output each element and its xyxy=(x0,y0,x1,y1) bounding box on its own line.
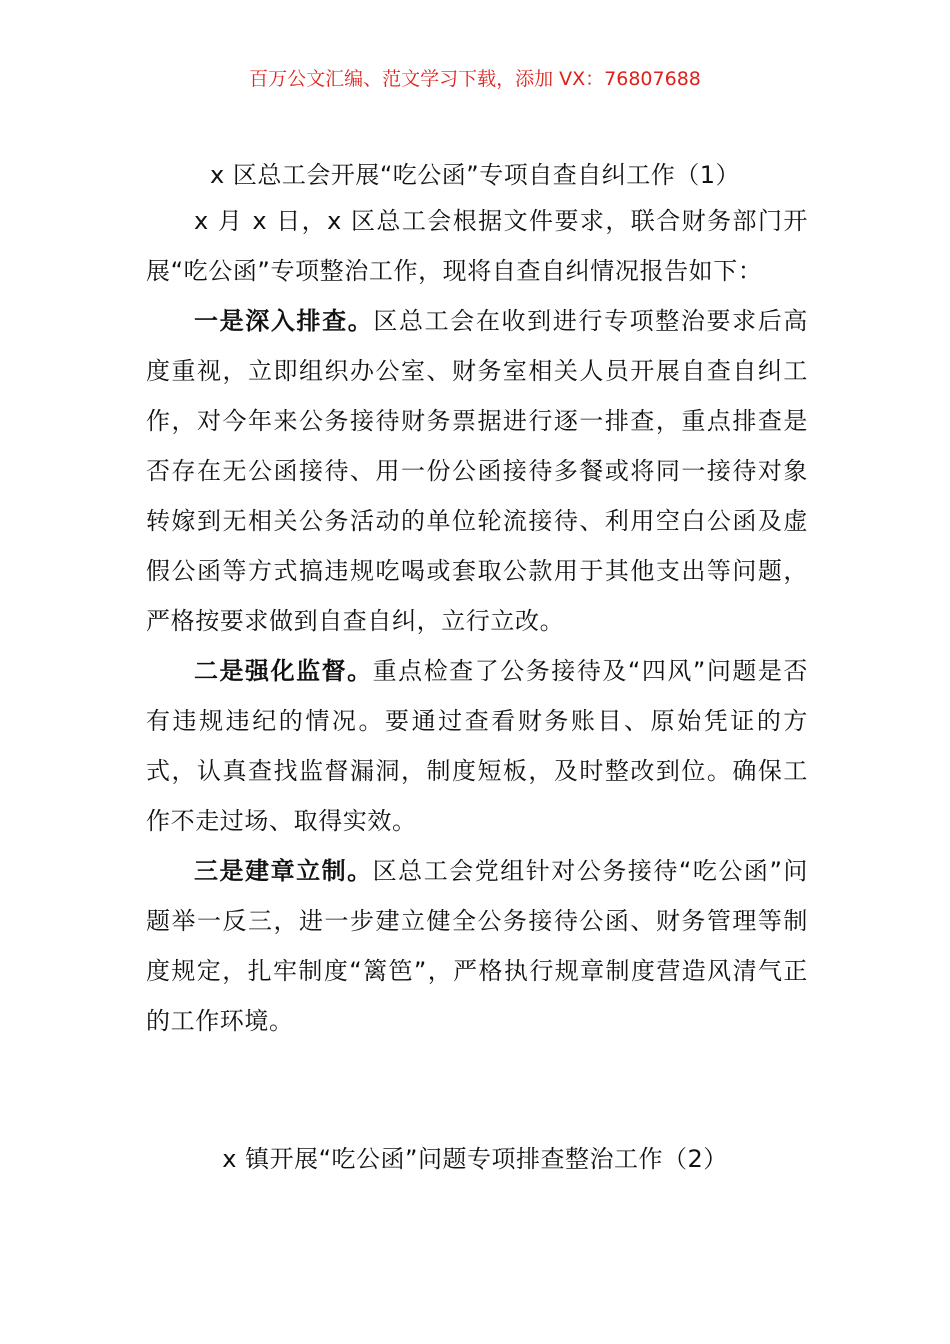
article-1-section-2 xyxy=(146,646,808,846)
section-1-text: 区总工会在收到进行专项整治要求后高度重视，立即组织办公室、财务室相关人员开展自查自纠工作，对今年来公务接待财务票据进行逐一排查，重点排查是否存在无公函接待、用一份公函接待多餐或将同一接待对象转嫁到无相关公务活动的单位轮流接待、利用空白公函及虚假公函等方式搞违规吃喝或套取公款用于其他支出等问题，严格按要求做到自查自纠，立行立改。 xyxy=(146,307,809,635)
section-2-text: 重点检查了公务接待及“四风”问题是否有违规违纪的情况。要通过查看财务账目、原始凭证的方式，认真查找监督漏洞，制度短板，及时整改到位。确保工作不走过场、取得实效。 xyxy=(146,657,808,835)
article-1-intro: x 月 x 日，x 区总工会根据文件要求，联合财务部门开展“吃公函”专项整治工作，现将自查自纠情况报告如下： xyxy=(146,207,808,285)
section-3-lead: 三是建章立制。 xyxy=(194,857,373,885)
article-1-section-3 xyxy=(146,846,808,1046)
article-1-section-1 xyxy=(146,296,808,646)
article-1-title: x 区总工会开展“吃公函”专项自查自纠工作（1） xyxy=(210,161,740,189)
watermark-header: 百万公文汇编、范文学习下载，添加 VX：76807688 xyxy=(249,68,701,90)
section-1-lead: 一是深入排查。 xyxy=(194,307,374,335)
article-2-title: x 镇开展“吃公函”问题专项排查整治工作（2） xyxy=(222,1145,728,1173)
section-2-lead: 二是强化监督。 xyxy=(194,657,373,685)
article-1-body xyxy=(146,196,808,1046)
section-3-text: 区总工会党组针对公务接待“吃公函”问题举一反三，进一步建立健全公务接待公函、财务管理等制度规定，扎牢制度“篱笆”，严格执行规章制度营造风清气正的工作环境。 xyxy=(146,857,808,1035)
